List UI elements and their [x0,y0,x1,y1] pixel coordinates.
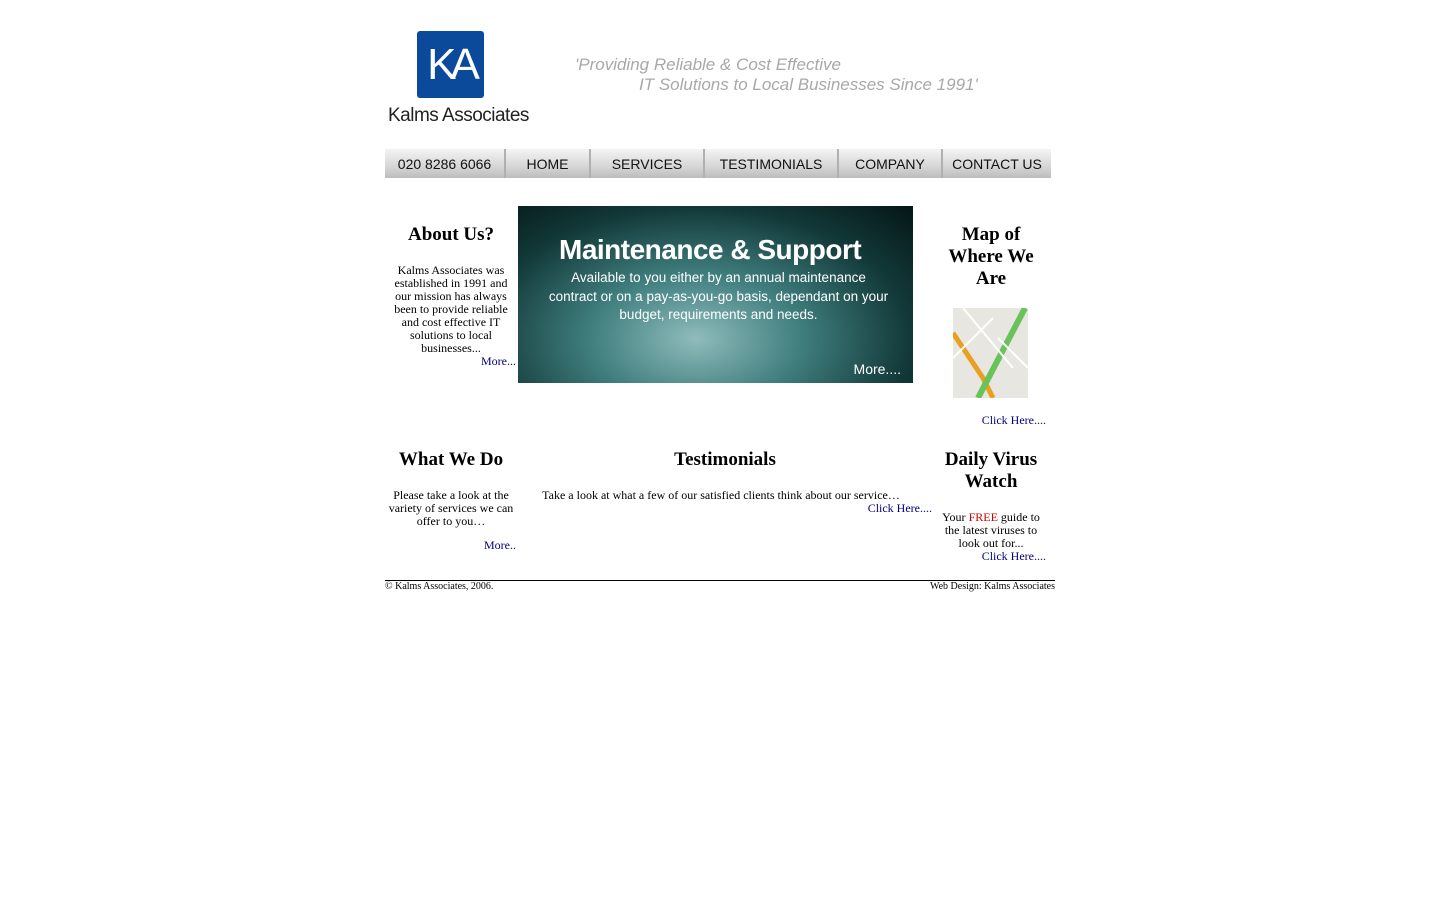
footer-copyright: © Kalms Associates, 2006. [385,581,494,592]
map-title: Map of Where We Are [948,224,1034,289]
about-text: Kalms Associates was established in 1991 and our mission has always been to provide reliable and cost effective IT solutions to local businesses... [394,263,508,355]
testimonials-title: Testimonials [674,449,776,470]
footer-credit: Web Design: Kalms Associates [929,581,1055,592]
nav-testimonials[interactable]: TESTIMONIALS [705,149,839,178]
about-title: About Us? [407,224,495,245]
virus-watch-text [934,511,1048,550]
map-image [953,308,1028,398]
virus-free-highlight: FREE [968,510,998,524]
virus-watch-title: Daily Virus Watch [944,449,1038,492]
virus-watch-section [934,449,1048,563]
company-name: Kalms Associates [388,105,529,126]
about-more-link[interactable]: More... [481,354,516,368]
banner-maintenance-support[interactable] [518,206,913,383]
logo[interactable]: KA [417,31,484,98]
nav-company[interactable]: COMPANY [839,149,943,178]
virus-text-before: Your [942,510,969,524]
nav-phone[interactable]: 020 8286 6066 [385,149,506,178]
testimonials-click-here-link[interactable]: Click Here.... [867,501,932,515]
nav-contact-us[interactable]: CONTACT US [952,155,1042,172]
testimonials-section [520,449,932,515]
testimonials-text: Take a look at what a few of our satisfied clients think about our service… [542,488,900,502]
main-nav [385,149,1051,178]
nav-services[interactable]: SERVICES [591,149,705,178]
banner-title: Maintenance & Support [559,234,862,265]
virus-text-after: guide to the latest viruses to look out for... [944,510,1040,550]
what-we-do-more-link[interactable]: More.. [484,538,516,552]
banner-text: Available to you either by an annual maintenance contract or on a pay-as-you-go basis, dependant on your budget, requirements and needs. [548,270,889,322]
map-section [936,224,1046,290]
what-we-do-section [386,449,516,552]
map-click-here-link[interactable]: Click Here.... [981,413,1046,427]
what-we-do-text: Please take a look at the variety of services we can offer to you… [388,488,514,528]
about-section [386,224,516,368]
map-thumbnail[interactable] [953,308,1028,398]
tagline-line1: 'Providing Reliable & Cost Effective [575,55,841,74]
nav-home[interactable]: HOME [506,149,591,178]
tagline-line2: IT Solutions to Local Businesses Since 1991' [639,75,978,94]
what-we-do-title: What We Do [398,449,504,470]
banner-more-link[interactable]: More.... [853,361,901,377]
virus-click-here-link[interactable]: Click Here.... [981,549,1046,563]
